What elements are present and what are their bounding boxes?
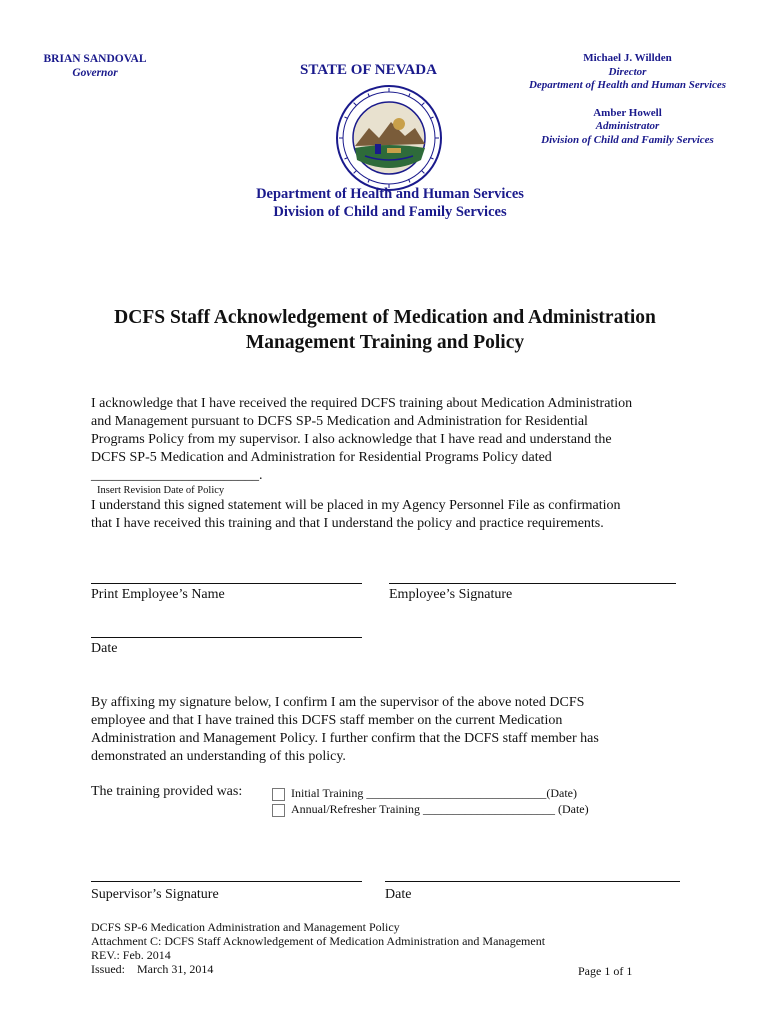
supervisor-signature-line[interactable]: [91, 881, 362, 882]
employee-name-label: Print Employee’s Name: [91, 587, 225, 602]
policy-date-blank[interactable]: ________________________.: [91, 468, 263, 483]
administrator-title: Administrator: [595, 120, 660, 132]
employee-date-label: Date: [91, 641, 118, 656]
title-line-1: DCFS Staff Acknowledgement of Medication and Administration: [114, 307, 656, 328]
supervisor-date-label: Date: [385, 887, 412, 902]
supervisor-line: By affixing my signature below, I confirm I am the supervisor of the above noted DCFS: [91, 695, 585, 710]
page-number: Page 1 of 1: [578, 964, 633, 978]
title-line-2: Management Training and Policy: [245, 332, 525, 353]
division-line: Division of Child and Family Services: [273, 204, 507, 220]
training-options: [272, 785, 672, 817]
personnel-line: that I have received this training and that I understand the policy and practice requirements.: [91, 516, 604, 531]
state-name: STATE OF NEVADA: [300, 62, 437, 78]
administrator-name: Amber Howell: [593, 106, 662, 119]
ack-line: DCFS SP-5 Medication and Administration for Residential Programs Policy dated: [91, 450, 552, 465]
policy-date-hint: Insert Revision Date of Policy: [97, 485, 225, 496]
ack-line: Programs Policy from my supervisor. I also acknowledge that I have read and understand the: [91, 432, 612, 447]
administrator-division: Division of Child and Family Services: [541, 133, 714, 146]
ack-line: and Management pursuant to DCFS SP-5 Medication and Administration for Residential: [91, 414, 588, 429]
initial-training-date-blank[interactable]: ______________________________(Date): [366, 786, 577, 800]
director-department: Department of Health and Human Services: [528, 79, 727, 91]
initial-training-checkbox[interactable]: [272, 788, 285, 801]
footer-revision-line: REV.: Feb. 2014: [91, 948, 171, 962]
employee-name-line[interactable]: [91, 583, 362, 584]
department-heading: [200, 185, 580, 221]
footer-policy-line: DCFS SP-6 Medication Administration and Management Policy: [91, 920, 400, 934]
annual-training-date-blank[interactable]: ______________________ (Date): [422, 802, 589, 816]
initial-training-label: Initial Training: [291, 786, 364, 800]
acknowledgement-paragraph: [91, 395, 691, 485]
supervisor-date-line[interactable]: [385, 881, 680, 882]
supervisor-line: employee and that I have trained this DCFS staff member on the current Medication: [91, 713, 563, 728]
issued-label: Issued:: [91, 962, 125, 976]
governor-name: BRIAN SANDOVAL: [43, 53, 147, 65]
supervisor-signature-label: Supervisor’s Signature: [91, 887, 219, 902]
personnel-paragraph: [91, 497, 691, 533]
employee-signature-label: Employee’s Signature: [389, 587, 513, 602]
document-title: [60, 305, 710, 355]
annual-training-label: Annual/Refresher Training: [291, 802, 420, 816]
document-footer: [91, 920, 651, 976]
issued-date: March 31, 2014: [137, 962, 214, 976]
nevada-state-seal-icon: [335, 84, 443, 192]
governor-block: [30, 52, 160, 80]
supervisor-line: Administration and Management Policy. I further confirm that the DCFS staff member has: [91, 731, 599, 746]
annual-training-checkbox[interactable]: [272, 804, 285, 817]
training-option-initial[interactable]: [272, 785, 672, 801]
director-name: Michael J. Willden: [583, 52, 672, 64]
director-title: Director: [608, 65, 647, 78]
employee-signature-line[interactable]: [389, 583, 676, 584]
employee-date-line[interactable]: [91, 637, 362, 638]
supervisor-line: demonstrated an understanding of this policy.: [91, 749, 346, 764]
training-option-annual[interactable]: [272, 801, 672, 817]
ack-line: I acknowledge that I have received the required DCFS training about Medication Administration: [91, 396, 633, 411]
footer-attachment-line: Attachment C: DCFS Staff Acknowledgement of Medication Administration and Management: [91, 934, 546, 948]
department-line: Department of Health and Human Services: [256, 186, 524, 202]
governor-title: Governor: [72, 67, 118, 79]
training-label: The training provided was:: [91, 784, 243, 799]
footer-issued-line: [91, 962, 651, 976]
officials-block: [520, 52, 735, 147]
personnel-line: I understand this signed statement will be placed in my Agency Personnel File as confirmation: [91, 498, 621, 513]
supervisor-paragraph: [91, 694, 691, 766]
